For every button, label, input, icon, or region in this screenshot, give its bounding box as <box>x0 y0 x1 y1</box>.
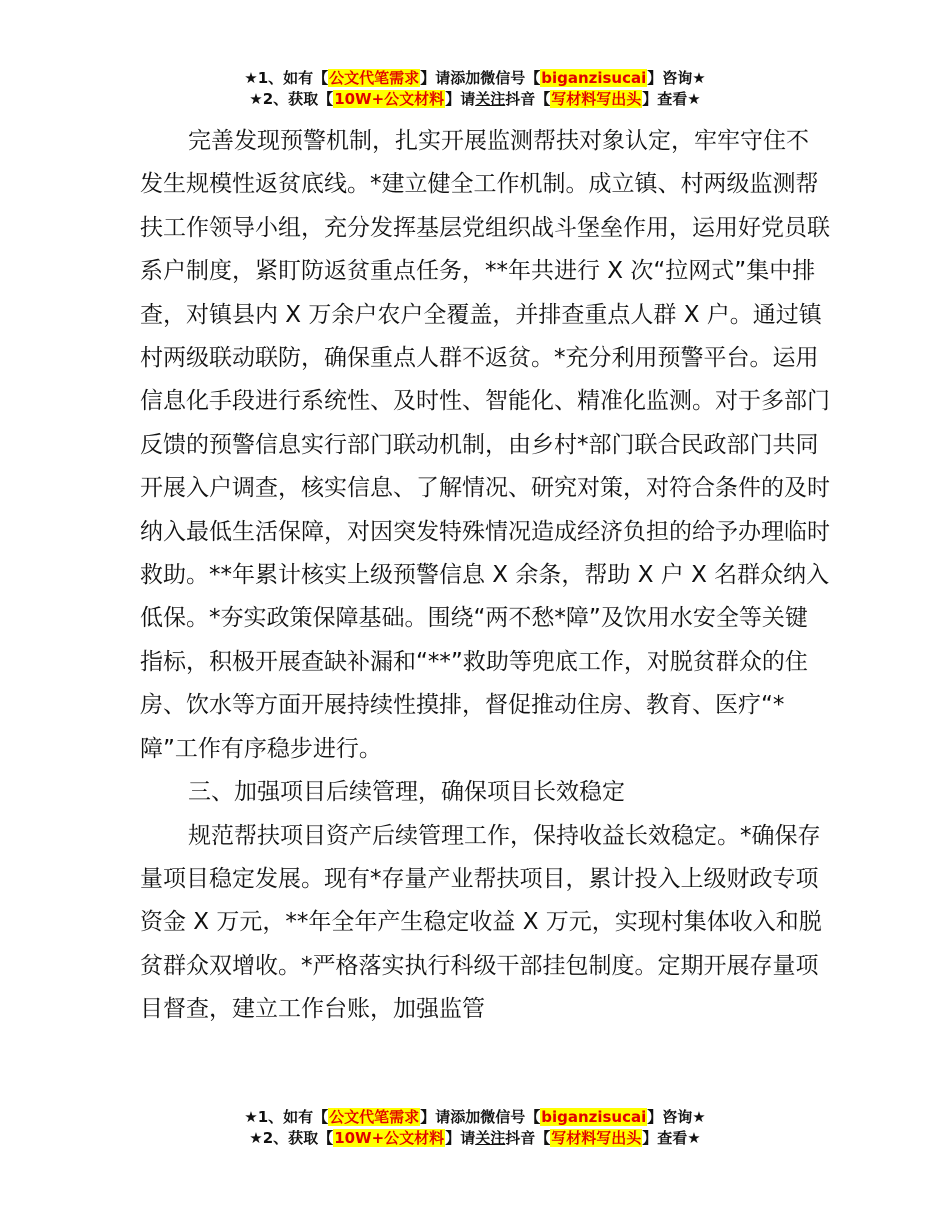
banner-line-1 <box>0 1107 950 1128</box>
banner-underlined-text: 关注 <box>475 1129 506 1147</box>
highlight-douyin: 写材料写出头 <box>551 1129 642 1147</box>
banner-text: 】请添加微信号【 <box>420 69 541 87</box>
highlight-materials: 10W+公文材料 <box>334 1129 445 1147</box>
footer-banner <box>0 1107 950 1149</box>
highlight-service: 公文代笔需求 <box>329 69 420 87</box>
banner-text: 】查看★ <box>642 90 701 108</box>
banner-line-1 <box>0 68 950 89</box>
banner-underlined-text: 关注 <box>475 90 506 108</box>
banner-text: 抖音【 <box>505 90 551 108</box>
banner-text: 抖音【 <box>505 1129 551 1147</box>
banner-text: 】请添加微信号【 <box>420 1108 541 1126</box>
banner-text: ★2、获取【 <box>249 1129 334 1147</box>
banner-line-2 <box>0 89 950 110</box>
banner-text: 】请 <box>445 1129 476 1147</box>
section-heading: 三、加强项目后续管理，确保项目长效稳定 <box>188 779 625 806</box>
highlight-douyin: 写材料写出头 <box>551 90 642 108</box>
header-banner <box>0 68 950 110</box>
banner-text: ★1、如有【 <box>244 1108 329 1126</box>
banner-text: ★1、如有【 <box>244 69 329 87</box>
body-paragraph-1: 完善发现预警机制，扎实开展监测帮扶对象认定，牢牢守住不发生规模性返贫底线。*建立健全工作机制。成立镇、村两级监测帮扶工作领导小组，充分发挥基层党组织战斗堡垒作用，运用好党员联系户制度，紧盯防返贫重点任务，**年共进行 X 次“拉网式”集中排查，对镇县内 X 万余户农户全覆盖，并排查重点人群 X 户。通过镇村两级联动联防，确保重点人群不返贫。*充分利用预警平台。运用信息化手段进行系统性、及时性、智能化、精准化监测。对于多部门反馈的预警信息实行部门联动机制，由乡村*部门联合民政部门共同开展入户调查，核实信息、了解情况、研究对策，对符合条件的及时纳入最低生活保障，对因突发特殊情况造成经济负担的给予办理临时救助。**年累计核实上级预警信息 X 余条，帮助 X 户 X 名群众纳入低保。*夯实政策保障基础。围绕“两不愁*障”及饮用水安全等关键指标，积极开展查缺补漏和“**”救助等兜底工作，对脱贫群众的住房、饮水等方面开展持续性摸排，督促推动住房、教育、医疗“*障”工作有序稳步进行。 <box>140 128 830 762</box>
document-body <box>140 120 830 1032</box>
highlight-wechat-id: biganzisucai <box>541 69 647 87</box>
banner-text: 】查看★ <box>642 1129 701 1147</box>
highlight-materials: 10W+公文材料 <box>334 90 445 108</box>
highlight-wechat-id: biganzisucai <box>541 1108 647 1126</box>
banner-text: ★2、获取【 <box>249 90 334 108</box>
banner-text: 】请 <box>445 90 476 108</box>
body-paragraph-2: 规范帮扶项目资产后续管理工作，保持收益长效稳定。*确保存量项目稳定发展。现有*存量产业帮扶项目，累计投入上级财政专项资金 X 万元，**年全年产生稳定收益 X 万元，实现村集体收入和脱贫群众双增收。*严格落实执行科级干部挂包制度。定期开展存量项目督查，建立工作台账，加强监管 <box>140 822 822 1023</box>
banner-text: 】咨询★ <box>647 1108 706 1126</box>
banner-text: 】咨询★ <box>647 69 706 87</box>
highlight-service: 公文代笔需求 <box>329 1108 420 1126</box>
banner-line-2 <box>0 1128 950 1149</box>
